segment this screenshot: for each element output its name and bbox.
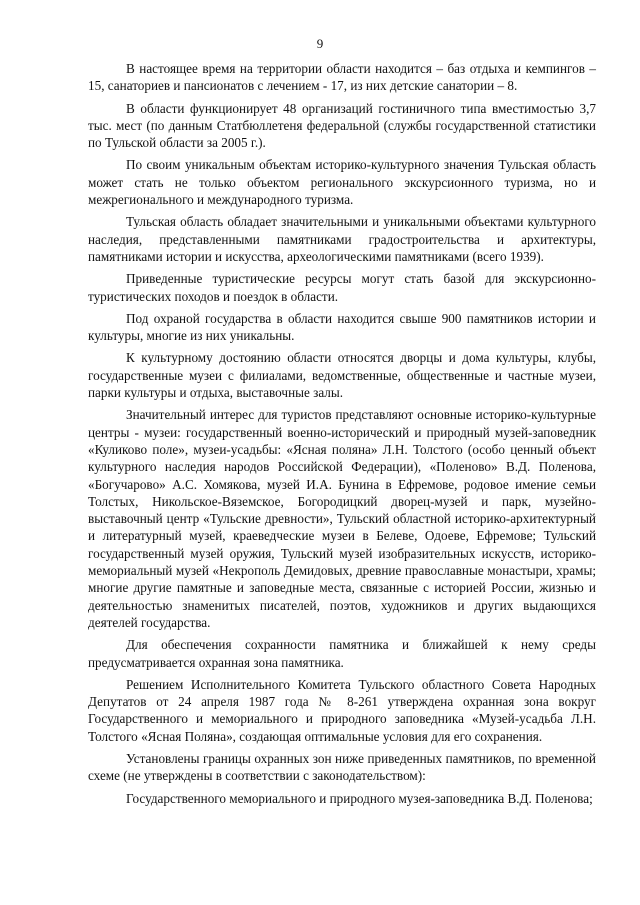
paragraph-polenov-museum: Государственного мемориального и природного музея-заповедника В.Д. Поленова; — [126, 790, 593, 806]
paragraph-protection-zone: Для обеспечения сохранности памятника и ближайшей к нему среды предусматривается охранная зона памятника. — [88, 637, 596, 670]
page-number: 9 — [316, 36, 324, 51]
paragraph-protected-monuments: Под охраной государства в области находится свыше 900 памятников истории и культуры, многие из них уникальны. — [88, 310, 596, 344]
paragraph-tourist-resources: Приведенные туристические ресурсы могут стать базой для экскурсионно-туристических походов и поездок в области. — [88, 271, 596, 304]
page-body — [88, 60, 596, 807]
paragraph-cultural-heritage-objects: Тульская область обладает значительными и уникальными объектами культурного наследия, представленными памятниками градостроительства и архитектуры, памятниками истории и искусства, археологическими памятниками (всего 1939). — [88, 214, 596, 264]
paragraph-museum-centers: Значительный интерес для туристов представляют основные историко-культурные центры - музеи: государственный военно-исторический и природный музей-заповедник «Куликово поле», музеи-усадьбы: «Ясная поляна» Л.Н. Толстого (особо ценный объект культурного наследия народов Российской Федерации), «Поленово» В.Д. Поленова, «Богучарово» А.С. Хомякова, музей И.А. Бунина в Ефремове, родовое имение семьи Толстых, Никольское-Вяземское, Богородицкий дворец-музей и парк, музейно-выставочный центр «Тульские древности», Тульский областной историко-архитектурный и литературный музей, краеведческие музеи в Белеве, Одоеве, Ефремове; Тульский государственный музей оружия, Тульский музей изобразительных искусств, историко-мемориальный музей «Некрополь Демидовых, древние православные монастыри, храмы; многие другие памятные и заповедные места, связанные с историей России, жизнью и деятельностью знаменитых писателей, поэтов, художников и других выдающихся деятелей государства. — [88, 407, 596, 630]
paragraph-executive-committee-decision: Решением Исполнительного Комитета Тульского областного Совета Народных Депутатов от 24 апреля 1987 года № 8-261 утверждена охранная зона вокруг Государственного и мемориального и природного заповедника «Музей-усадьба Л.Н. Толстого «Ясная Поляна», создающая оптимальные условия для его сохранения. — [88, 676, 596, 744]
paragraph-protection-zone-boundaries: Установлены границы охранных зон ниже приведенных памятников, по временной схеме (не утверждены в соответствии с законодательством): — [88, 750, 596, 784]
paragraph-cultural-tourism-potential: По своим уникальным объектам историко-культурного значения Тульская область может стать не только объектом регионального экскурсионного туризма, но и межрегионального и международного туризма. — [88, 157, 596, 208]
paragraph-recreation-facilities: В настоящее время на территории области находится – баз отдыха и кемпингов – 15, санаториев и пансионатов с лечением - 17, из них детские санатории – 8. — [88, 61, 596, 94]
paragraph-cultural-assets: К культурному достоянию области относятся дворцы и дома культуры, клубы, государственные музеи с филиалами, ведомственные, общественные и частные музеи, парки культуры и отдыха, выставочные залы. — [88, 350, 596, 401]
paragraph-hotel-organizations: В области функционирует 48 организаций гостиничного типа вместимостью 3,7 тыс. мест (по данным Статбюллетеня федеральной (службы государственной статистики по Тульской области за 2005 г.). — [88, 100, 596, 151]
